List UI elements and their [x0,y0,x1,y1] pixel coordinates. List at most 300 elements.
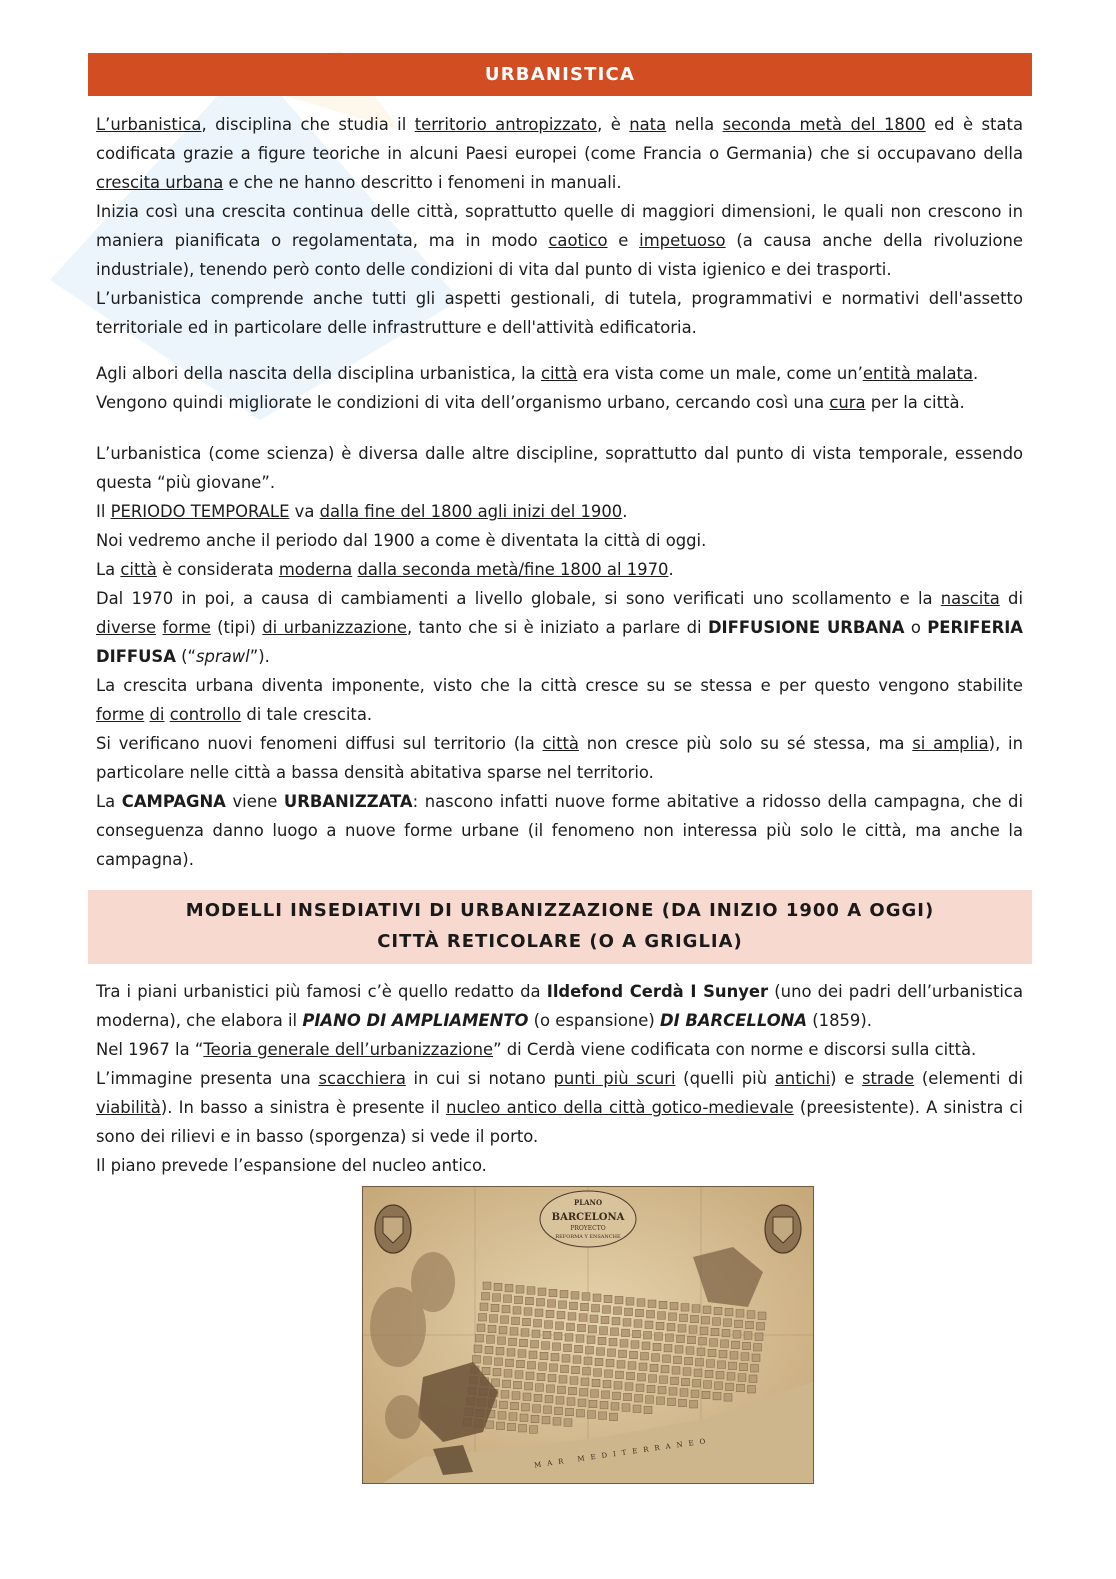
city-block [696,1359,704,1367]
city-block [571,1292,579,1300]
city-block [732,1341,740,1349]
city-block [617,1361,625,1369]
city-block [533,1405,541,1413]
city-block [714,1307,722,1315]
paragraph [96,388,1023,417]
underlined-term: si amplia [912,734,989,753]
text-run: : nascono infatti nuove forme abitative a ridosso della campagna, che di conseguenza danno luogo a nuove forme urbane (il fenomeno non interessa più solo le città, ma anche la campagna). [96,792,1024,869]
city-block [497,1422,505,1430]
city-block [707,1360,715,1368]
city-block [758,1312,766,1320]
city-block [649,1375,657,1383]
city-block [633,1405,641,1413]
city-block [690,1401,698,1409]
city-block [656,1322,664,1330]
city-block [520,1339,528,1347]
city-block [622,1404,630,1412]
city-block [697,1348,705,1356]
city-block [518,1350,526,1358]
text-run: . [622,502,628,521]
text-run: era vista come un male, come un’ [577,364,863,383]
city-block [583,1368,591,1376]
bold-term: Ildefond Cerdà I Sunyer [546,982,769,1001]
text-run: (preesistente). A sinistra ci sono dei rilievi e in basso (sporgenza) si vede il porto. [96,1098,1023,1146]
city-block [482,1293,490,1301]
city-block [754,1344,762,1352]
city-block [658,1312,666,1320]
city-block [512,1392,520,1400]
city-block [567,1398,575,1406]
text-run: nella [666,115,723,134]
city-block [736,1310,744,1318]
text-run: La crescita urbana diventa imponente, visto che la città cresce su se stessa e per questo vengono stabilite [96,676,1023,695]
city-block [603,1306,611,1314]
city-block [491,1304,499,1312]
city-block [613,1392,621,1400]
text-run: , tanto che si è iniziato a parlare di [407,618,708,637]
city-block [588,1411,596,1419]
city-block [685,1357,693,1365]
intro-section [96,110,1023,342]
city-block [631,1341,639,1349]
city-block [602,1391,610,1399]
text-run: (tipi) [210,618,263,637]
city-block [550,1364,558,1372]
city-block [674,1356,682,1364]
city-block [543,1331,551,1339]
text-run: e che ne hanno descritto i fenomeni in manuali. [223,173,622,192]
text-run: Il [96,502,111,521]
text-run: . [973,364,979,383]
city-block [504,1295,512,1303]
city-block [542,1416,550,1424]
paragraph [96,584,1023,671]
text-run: La [96,792,122,811]
paragraph [96,359,1023,388]
city-block [725,1308,733,1316]
page-title-bar [88,53,1032,96]
map-title-sub2: REFORMA Y ENSANCHE [555,1234,621,1240]
city-block [636,1384,644,1392]
city-block [577,1410,585,1418]
paragraph [96,1064,1023,1151]
underlined-term: città [542,734,579,753]
city-block [634,1320,642,1328]
city-block [485,1346,493,1354]
text-run: L’urbanistica comprende anche tutti gli aspetti gestionali, di tutela, programmativi e normativi dell'assetto territoriale ed in particolare delle infrastrutture e dell'attività edificatoria. [96,289,1023,337]
city-block [522,1404,530,1412]
city-block [559,1376,567,1384]
text-run: ). In basso a sinistra è presente il [160,1098,446,1117]
city-block [488,1325,496,1333]
paragraph [96,555,1023,584]
city-block [514,1381,522,1389]
text-run: non cresce più solo su sé stessa, ma [578,734,913,753]
city-block [600,1327,608,1335]
city-block [570,1302,578,1310]
city-block [493,1368,501,1376]
city-block [542,1342,550,1350]
underlined-term: entità malata [862,364,974,383]
city-block [544,1406,552,1414]
city-block [653,1343,661,1351]
paragraph [96,787,1023,874]
city-block [593,1294,601,1302]
text-run: La [96,560,121,579]
text-run: per la città. [865,393,965,412]
city-block [589,1400,597,1408]
city-block [671,1377,679,1385]
section-heading-bar [88,890,1032,964]
paragraph [96,526,1023,555]
city-block [628,1362,636,1370]
city-block [748,1386,756,1394]
city-block [679,1399,687,1407]
city-block [527,1287,535,1295]
city-block [539,1363,547,1371]
text-run: Noi vedremo anche il periodo dal 1900 a come è diventata la città di oggi. [96,531,707,550]
text-run: (“ [175,647,197,666]
city-block [529,1351,537,1359]
city-block [594,1369,602,1377]
bold-term: URBANIZZATA [283,792,413,811]
city-block [521,1329,529,1337]
city-block [538,1288,546,1296]
paragraph [96,671,1023,729]
text-run: (o espansione) [528,1011,660,1030]
city-block [648,1300,656,1308]
page-title: URBANISTICA [484,64,636,85]
section-subheading: CITTÀ RETICOLARE (O A GRIGLIA) [377,931,743,952]
city-block [534,1394,542,1402]
city-block [520,1414,528,1422]
city-block [474,1345,482,1353]
city-block [562,1355,570,1363]
city-block [680,1389,688,1397]
city-block [645,1321,653,1329]
underlined-term: PERIODO TEMPORALE [110,502,290,521]
underlined-term: diverse [96,618,157,637]
underlined-term: dalla fine del 1800 agli inizi del 1900 [319,502,623,521]
city-block [511,1402,519,1410]
city-block [501,1316,509,1324]
text-run: è considerata [156,560,279,579]
city-block [637,1299,645,1307]
city-block [641,1353,649,1361]
city-block [568,1313,576,1321]
bold-term: DI BARCELLONA [659,1011,808,1030]
city-block [498,1412,506,1420]
city-block [532,1330,540,1338]
underlined-term: città [540,364,578,383]
city-block [564,1344,572,1352]
city-block [713,1318,721,1326]
city-block [604,1295,612,1303]
city-block [669,1388,677,1396]
city-block [636,1309,644,1317]
city-block [487,1336,495,1344]
text-run: di [999,589,1023,608]
text-run: e [607,231,640,250]
underlined-term: viabilità [96,1098,161,1117]
city-block [547,1385,555,1393]
city-block [730,1352,738,1360]
city-block [603,1380,611,1388]
city-block [599,1412,607,1420]
city-block [694,1369,702,1377]
city-block [669,1313,677,1321]
city-block [517,1360,525,1368]
city-block [724,1319,732,1327]
underlined-term: moderna [278,560,353,579]
underlined-term: cura [829,393,866,412]
city-block [738,1374,746,1382]
text-run: L’urbanistica (come scienza) è diversa dalle altre discipline, soprattutto dal punto di vista temporale, essendo questa “più giovane”. [96,444,1023,492]
underlined-term: impetuoso [639,231,726,250]
text-run: , disciplina che studia il [201,115,415,134]
city-block [492,1379,500,1387]
text-run: Agli albori della nascita della disciplina urbanistica, la [96,364,541,383]
city-block [523,1318,531,1326]
city-block [579,1314,587,1322]
city-block [504,1370,512,1378]
city-block [484,1357,492,1365]
city-block [573,1356,581,1364]
city-block [494,1283,502,1291]
city-block [722,1329,730,1337]
left-coat-of-arms-icon [375,1205,411,1253]
city-block [625,1383,633,1391]
city-block [561,1365,569,1373]
city-block [647,1385,655,1393]
city-block [751,1365,759,1373]
city-block [565,1334,573,1342]
bold-term: CAMPAGNA [121,792,226,811]
city-block [567,1323,575,1331]
city-block [735,1320,743,1328]
city-block [586,1347,594,1355]
text-run: (elementi di [914,1069,1023,1088]
city-block [537,1373,545,1381]
city-block [659,1301,667,1309]
city-block [581,1378,589,1386]
city-block [689,1326,697,1334]
right-coat-of-arms-icon [765,1205,801,1253]
city-block [612,1317,620,1325]
text-run: L’immagine presenta una [96,1069,319,1088]
city-block [572,1366,580,1374]
text-run: ” di Cerdà viene codificata con norme e discorsi sulla città. [493,1040,977,1059]
map-sea-label: MAR MEDITERRANEO [533,1436,712,1470]
text-run: ”). [249,647,270,666]
city-block [512,1317,520,1325]
city-block [570,1377,578,1385]
city-block [625,1308,633,1316]
city-block [498,1337,506,1345]
underlined-term: nucleo antico della città gotico-medievale [445,1098,794,1117]
city-block [531,1415,539,1423]
text-run: Si verificano nuovi fenomeni diffusi sul territorio (la [96,734,543,753]
city-block [493,1294,501,1302]
text-run: Dal 1970 in poi, a causa di cambiamenti a livello globale, si sono verificati uno scollamento e la [96,589,941,608]
city-block [515,1371,523,1379]
city-block [611,1403,619,1411]
city-block [598,1337,606,1345]
map-title-cartouche [540,1191,636,1247]
text-run: ed è stata codificata grazie a figure teoriche in alcuni Paesi europei (come Francia o Germania) che si occupavano della [96,115,1023,163]
city-block [635,1395,643,1403]
city-block [525,1383,533,1391]
city-block [708,1349,716,1357]
text-run: Vengono quindi migliorate le condizioni di vita dell’organismo urbano, cercando così una [96,393,830,412]
city-block [581,1303,589,1311]
city-block [576,1335,584,1343]
city-block [652,1354,660,1362]
city-block [564,1419,572,1427]
city-block [755,1333,763,1341]
text-run: . [668,560,674,579]
text-run: Il piano prevede l’espansione del nucleo antico. [96,1156,487,1175]
city-block [600,1401,608,1409]
city-block [680,1314,688,1322]
city-block [615,1296,623,1304]
city-block [647,1311,655,1319]
underlined-term: nata [629,115,667,134]
paragraph [96,977,1023,1035]
city-block [713,1392,721,1400]
city-block [737,1384,745,1392]
text-run: di tale crescita. [241,705,373,724]
underlined-term: di [149,705,165,724]
city-block [681,1304,689,1312]
city-block [678,1325,686,1333]
city-block [595,1358,603,1366]
text-run: (uno dei padri dell’urbanistica moderna), che elabora il [96,982,1023,1030]
city-block [721,1340,729,1348]
map-drawing [363,1187,813,1483]
city-block [702,1391,710,1399]
city-block [515,1296,523,1304]
city-block [747,1311,755,1319]
city-block [506,1359,514,1367]
city-block [644,1332,652,1340]
city-block [553,1418,561,1426]
city-block [752,1354,760,1362]
text-run: Inizia così una crescita continua delle città, soprattutto quelle di maggiori dimensioni, le quali non crescono in maniera pianificata o regolamentata, ma in modo [96,202,1023,250]
city-block [744,1332,752,1340]
city-block [490,1315,498,1323]
city-block [549,1289,557,1297]
city-block [667,1323,675,1331]
city-block [727,1373,735,1381]
city-block [677,1335,685,1343]
city-block [545,1395,553,1403]
text-run: va [289,502,320,521]
city-block [580,1389,588,1397]
city-block [609,1338,617,1346]
underlined-term: Teoria generale dell’urbanizzazione [203,1040,494,1059]
city-block [531,1341,539,1349]
science-section [96,439,1023,874]
text-run: , è [597,115,630,134]
city-block [733,1331,741,1339]
city-block [661,1365,669,1373]
city-block [569,1387,577,1395]
city-block [608,1349,616,1357]
city-block [620,1340,628,1348]
city-block [546,1310,554,1318]
city-block [559,1301,567,1309]
bold-term: PIANO DI AMPLIAMENTO [302,1011,529,1030]
city-block [480,1303,488,1311]
city-block [500,1401,508,1409]
city-block [479,1314,487,1322]
underlined-term: punti più scuri [553,1069,676,1088]
city-block [528,1362,536,1370]
city-block [537,1299,545,1307]
underlined-term: antichi [774,1069,831,1088]
city-block [605,1370,613,1378]
city-block [627,1372,635,1380]
city-block [688,1336,696,1344]
paragraph [96,497,1023,526]
city-block [644,1406,652,1414]
city-block [705,1370,713,1378]
city-block [699,1338,707,1346]
text-run: in cui si notano [405,1069,554,1088]
city-block [524,1308,532,1316]
city-block [672,1367,680,1375]
city-block [691,1315,699,1323]
city-block [711,1328,719,1336]
city-block [655,1333,663,1341]
city-block [554,1332,562,1340]
city-block [507,1349,515,1357]
underlined-term: nascita [940,589,1000,608]
city-block [519,1425,527,1433]
city-block [591,1390,599,1398]
city-block [663,1355,671,1363]
city-block [668,1398,676,1406]
city-block [582,1293,590,1301]
city-block [746,1321,754,1329]
city-block [587,1336,595,1344]
city-block [530,1426,538,1434]
paragraph [96,439,1023,497]
city-block [555,1407,563,1415]
city-block [589,1326,597,1334]
city-block [664,1344,672,1352]
city-block [624,1393,632,1401]
city-block [584,1357,592,1365]
paragraph [96,1035,1023,1064]
city-block [534,1320,542,1328]
city-block [551,1353,559,1361]
city-block [670,1302,678,1310]
underlined-term: dalla seconda metà/fine 1800 al 1970 [357,560,669,579]
city-block [710,1339,718,1347]
city-block [508,1423,516,1431]
map-title-sub1: PROYECTO [570,1225,606,1232]
city-block [502,1305,510,1313]
city-block [719,1350,727,1358]
city-block [691,1390,699,1398]
city-block [658,1386,666,1394]
city-block [495,1358,503,1366]
city-block [622,1329,630,1337]
city-block [740,1363,748,1371]
city-block [700,1327,708,1335]
